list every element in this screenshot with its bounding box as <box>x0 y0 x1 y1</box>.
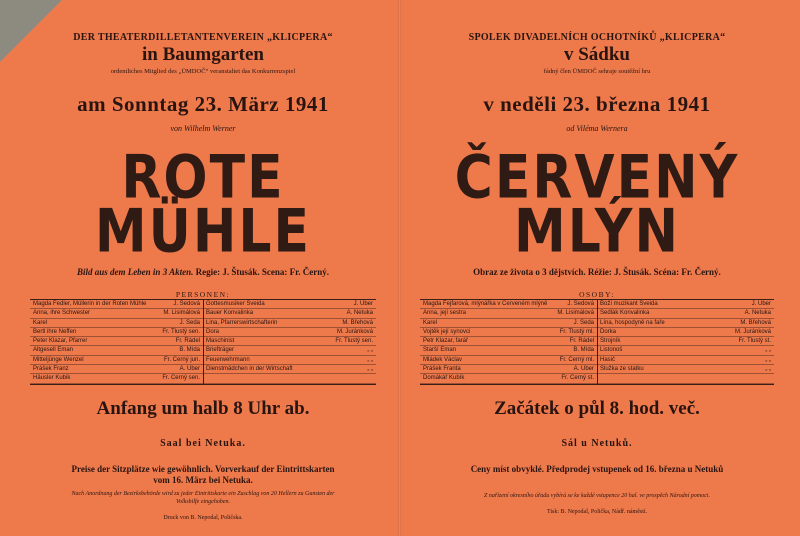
surcharge-note-cz <box>412 492 782 500</box>
author-de: von Wilhelm Werner <box>170 124 236 133</box>
cast-row: Petr Klazar, farář Fr. Rádel <box>420 337 597 346</box>
cast-row: Bertl ihre Neffen Fr. Tlustý sen. <box>30 328 203 337</box>
venue-de: Saal bei Netuka. <box>160 438 246 449</box>
cast-table-cz <box>420 299 774 385</box>
cast-row <box>597 374 774 383</box>
prices-line2-de: vom 16. März bei Netuka. <box>153 475 253 485</box>
cast-row: Dora M. Juránková <box>203 328 376 337</box>
genre-text-de: Bild aus dem Leben in 3 Akten. <box>76 267 194 277</box>
date-de: am Sonntag 23. März 1941 <box>77 92 329 116</box>
german-column <box>22 0 384 536</box>
cast-row: Starší Eman B. Mída <box>420 346 597 355</box>
genre-de <box>22 267 384 277</box>
start-time-de: Anfang um halb 8 Uhr ab. <box>96 398 310 419</box>
note-line1-de: Nach Anordnung der Bezirksbehörde wird zu jeder Eintrittskarte ein Zuschlag von 20 Hellern zu Gunsten der <box>71 491 335 497</box>
cast-row: Služka ze statku „ „ <box>597 365 774 374</box>
cast-row: Lina, Pfarrerswirtschafterin M. Břehová <box>203 319 376 328</box>
cast-row: Bauer Konvalinka A. Netuka <box>203 309 376 318</box>
cast-column-left-de <box>30 300 204 384</box>
organizer-de: DER THEATERDILLETANTENVEREIN „KLICPERA“ <box>73 32 333 43</box>
cast-column-left-cz <box>420 300 598 384</box>
cast-row: Anna, její sestra M. Lisimálová <box>420 309 597 318</box>
center-fold <box>398 0 401 536</box>
cast-column-right-de <box>203 300 376 384</box>
czech-column <box>412 0 782 536</box>
cast-label-de: PERSONEN: <box>175 290 231 299</box>
cast-row: Domákář Kubík Fr. Černý st. <box>420 374 597 383</box>
cast-row: Peter Klazar, Pfarrer Fr. Rádel <box>30 337 203 346</box>
cast-row: Boží muzikant Šveida J. Uber <box>597 300 774 309</box>
cast-row: Listonoš „ „ <box>597 346 774 355</box>
membership-de: ordentliches Mitglied des „ÜMDOČ“ veranstaltet das Konkurrenzspiel <box>110 68 296 75</box>
cast-label-cz: OSOBY: <box>579 290 615 299</box>
title-line1-cz: ČERVENÝ <box>454 143 740 213</box>
prices-line1-cz: Ceny míst obvyklé. Předprodej vstupenek od 16. března u Netuků <box>470 464 724 474</box>
cast-row: Dorka M. Juránková <box>597 328 774 337</box>
date-cz: v neděli 23. března 1941 <box>483 92 711 116</box>
printer-cz: Tisk: B. Nepodal, Polička, Nádř. náměstí. <box>546 509 648 515</box>
cast-row: Anna, ihre Schwester M. Lisimálová <box>30 309 203 318</box>
cast-row: Feuerwehrmann „ „ <box>203 356 376 365</box>
place-de: in Baumgarten <box>142 44 264 65</box>
cast-row: Dienstmädchen in der Wirtschaft „ „ <box>203 365 376 374</box>
cast-row: Prášek Franta A. Uber <box>420 365 597 374</box>
cast-row: Lína, hospodyně na faře M. Břehová <box>597 319 774 328</box>
cast-row: Karel J. Seda <box>30 319 203 328</box>
title-line2-de: MÜHLE <box>94 197 312 267</box>
cast-row: Mitteljünge Wenzel Fr. Černý jun. <box>30 356 203 365</box>
cast-row: Altgesell Eman B. Mída <box>30 346 203 355</box>
cast-row: Strojník Fr. Tlustý st. <box>597 337 774 346</box>
printer-de: Druck von B. Nepodal, Poličska. <box>163 515 243 521</box>
cast-row: Karel J. Šeda <box>420 319 597 328</box>
title-line2-cz: MLÝN <box>514 197 680 267</box>
cast-row: Sedlák Konvalinka A. Netuka <box>597 309 774 318</box>
cast-row: Gottesmusiker Šveida J. Uber <box>203 300 376 309</box>
cast-table-de <box>30 299 376 385</box>
note-line2-de: Volkshilfe eingehoben. <box>176 499 230 505</box>
organizer-cz: SPOLEK DIVADELNÍCH OCHOTNÍKŮ „KLICPERA“ <box>468 32 726 43</box>
prices-line1-de: Preise der Sitzplätze wie gewöhnlich. Vorverkauf der Eintrittskarten <box>71 464 335 474</box>
cast-row: Häusler Kubik Fr. Černý sen. <box>30 374 203 383</box>
note-line1-cz: Z nařízení okresního úřadu vybírá se ke každé vstupence 20 hal. ve prospěch Národní pomoci. <box>484 493 710 499</box>
cast-column-right-cz <box>597 300 774 384</box>
cast-row: Magda Fedler, Müllerin in der Roten Mühle J. Šedová <box>30 300 203 309</box>
prices-de <box>22 464 384 486</box>
title-line1-de: ROTE <box>121 143 285 213</box>
prices-cz <box>412 464 782 475</box>
surcharge-note-de <box>22 490 384 506</box>
cast-row: Mládek Václav Fr. Černý ml. <box>420 356 597 365</box>
venue-cz: Sál u Netuků. <box>561 438 633 449</box>
cast-row: Vojtěk její synovci Fr. Tlustý ml. <box>420 328 597 337</box>
credits-de: Regie: J. Štusák. Scena: Fr. Černý. <box>195 267 330 277</box>
start-time-cz: Začátek o půl 8. hod. več. <box>494 398 700 419</box>
genre-text-cz: Obraz ze života o 3 dějstvích. <box>473 267 586 277</box>
cast-row: Hasič „ „ <box>597 356 774 365</box>
genre-cz <box>412 267 782 277</box>
author-cz: od Viléma Wernera <box>566 124 628 133</box>
cast-row: Maschinist Fr. Tlustý sen. <box>203 337 376 346</box>
cast-row: Briefträger „ „ <box>203 346 376 355</box>
credits-cz: Réžie: J. Štusák. Scéna: Fr. Černý. <box>587 267 721 277</box>
cast-row: Prášek Franz A. Uber <box>30 365 203 374</box>
place-cz: v Sádku <box>563 44 631 65</box>
cast-row <box>203 374 376 383</box>
cast-row: Magda Fejfarová, mlýnářka v Červeném mlýně J. Šedová <box>420 300 597 309</box>
membership-cz: řádný člen ÜMDOČ sehraje soutěžní hru <box>543 68 651 75</box>
